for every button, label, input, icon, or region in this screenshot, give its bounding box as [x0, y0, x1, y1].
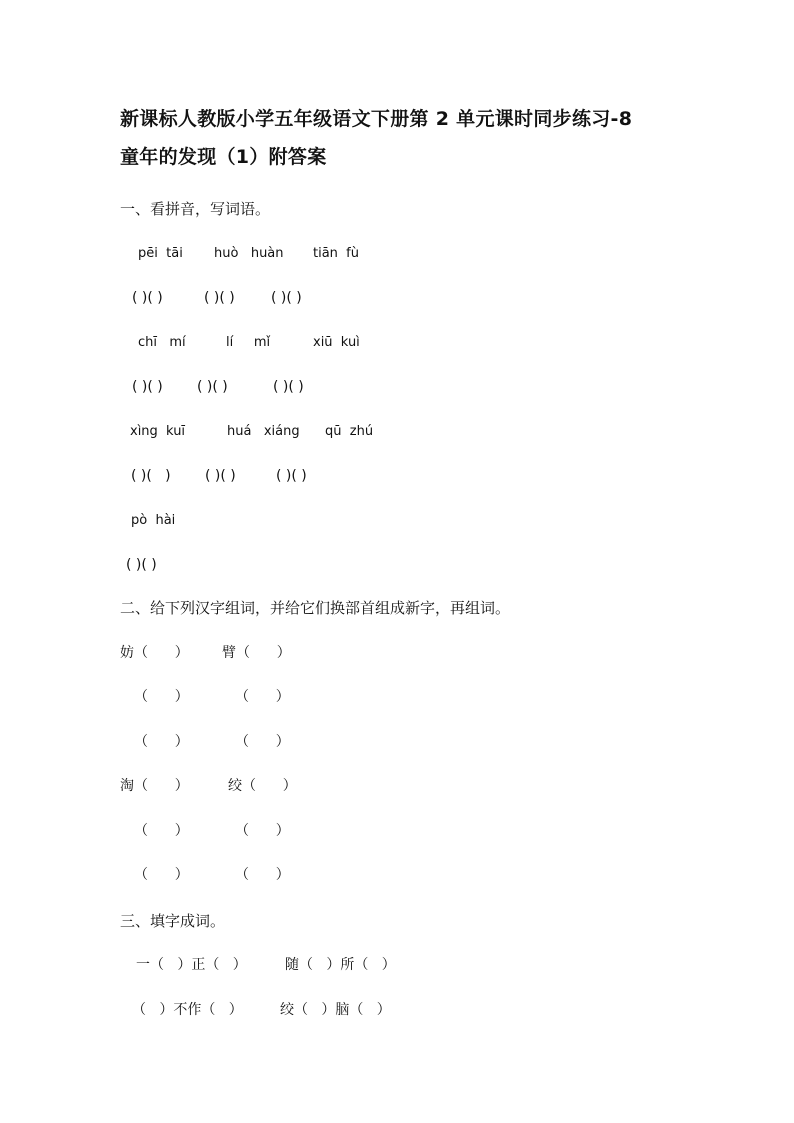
answer-blank-4-1[interactable]: ( )( ) — [126, 557, 157, 573]
word-blank-妨[interactable]: 妨（ ） — [120, 645, 189, 661]
answer-blank-2-2[interactable]: ( )( ) — [197, 379, 228, 395]
idiom-blank-1-2[interactable]: 随（ ）所（ ） — [285, 957, 396, 973]
pinyin-3-2: huá xiáng — [227, 424, 300, 439]
section-3-heading: 三、填字成词。 — [120, 912, 226, 930]
pinyin-2-1: chī mí — [138, 335, 186, 350]
word-blank-2-1[interactable]: （ ） — [134, 689, 189, 705]
answer-blank-1-1[interactable]: ( )( ) — [132, 290, 163, 306]
pinyin-4-1: pò hài — [131, 513, 176, 528]
idiom-blank-1-1[interactable]: 一（ ）正（ ） — [136, 957, 247, 973]
answer-blank-3-2[interactable]: ( )( ) — [205, 468, 236, 484]
word-blank-绞[interactable]: 绞（ ） — [228, 778, 297, 794]
answer-blank-2-3[interactable]: ( )( ) — [273, 379, 304, 395]
page-title-line-2: 童年的发现（1）附答案 — [120, 146, 327, 168]
pinyin-3-1: xìng kuī — [130, 424, 186, 439]
pinyin-2-3: xiū kuì — [313, 335, 360, 350]
answer-blank-3-1[interactable]: ( )( ) — [131, 468, 171, 484]
word-blank-6-1[interactable]: （ ） — [134, 867, 189, 883]
word-blank-淘[interactable]: 淘（ ） — [120, 778, 189, 794]
section-2-heading: 二、给下列汉字组词，并给它们换部首组成新字，再组词。 — [120, 599, 511, 617]
answer-blank-3-3[interactable]: ( )( ) — [276, 468, 307, 484]
pinyin-1-2: huò huàn — [214, 246, 284, 261]
pinyin-1-3: tiān fù — [313, 246, 359, 261]
section-1-heading: 一、看拼音，写词语。 — [120, 200, 271, 218]
word-blank-2-2[interactable]: （ ） — [235, 689, 290, 705]
word-blank-臂[interactable]: 臂（ ） — [222, 645, 291, 661]
idiom-blank-2-1[interactable]: （ ）不作（ ） — [132, 1002, 243, 1018]
answer-blank-1-2[interactable]: ( )( ) — [204, 290, 235, 306]
idiom-blank-2-2[interactable]: 绞（ ）脑（ ） — [280, 1002, 391, 1018]
pinyin-2-2: lí mǐ — [226, 335, 271, 350]
pinyin-1-1: pēi tāi — [138, 246, 183, 261]
word-blank-5-1[interactable]: （ ） — [134, 823, 189, 839]
answer-blank-1-3[interactable]: ( )( ) — [271, 290, 302, 306]
page-title-line-1: 新课标人教版小学五年级语文下册第 2 单元课时同步练习-8 — [120, 108, 633, 130]
word-blank-3-2[interactable]: （ ） — [235, 734, 290, 750]
answer-blank-2-1[interactable]: ( )( ) — [132, 379, 163, 395]
pinyin-3-3: qū zhú — [325, 424, 374, 439]
word-blank-6-2[interactable]: （ ） — [235, 867, 290, 883]
word-blank-3-1[interactable]: （ ） — [134, 734, 189, 750]
word-blank-5-2[interactable]: （ ） — [235, 823, 290, 839]
